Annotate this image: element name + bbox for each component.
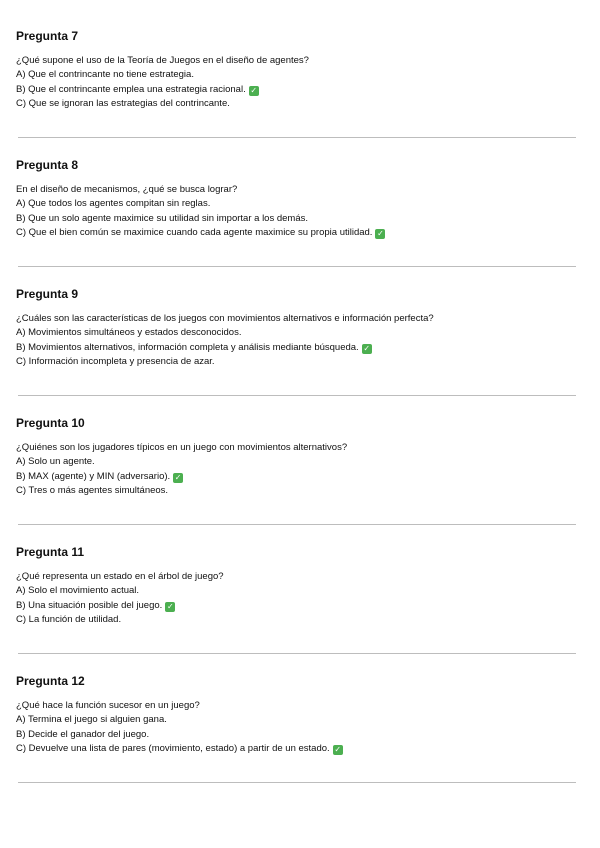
question-9 [16, 286, 584, 369]
option-a: A) Que todos los agentes compitan sin reglas. [16, 198, 211, 209]
option-c: C) La función de utilidad. [16, 614, 122, 625]
option-c: C) Que el bien común se maximice cuando cada agente maximice su propia utilidad. ✓ [16, 227, 384, 238]
question-11 [16, 544, 584, 627]
divider [18, 395, 576, 396]
option-b: B) Una situación posible del juego. ✓ [16, 599, 174, 611]
question-title: Pregunta 11 [16, 545, 85, 559]
question-text: En el diseño de mecanismos, ¿qué se busca lograr? [16, 184, 238, 195]
question-text: ¿Quiénes son los jugadores típicos en un juego con movimientos alternativos? [16, 442, 348, 453]
options-list [16, 67, 584, 111]
question-title: Pregunta 8 [16, 158, 79, 172]
check-mark-icon: ✓ [250, 85, 258, 95]
option-b: B) MAX (agente) y MIN (adversario). ✓ [16, 470, 182, 482]
option-b: B) Movimientos alternativos, información completa y análisis mediante búsqueda. ✓ [16, 341, 371, 353]
option-c: C) Devuelve una lista de pares (movimiento, estado) a partir de un estado. ✓ [16, 743, 342, 754]
options-list [16, 583, 584, 627]
option-a: A) Solo un agente. [16, 456, 95, 467]
option-c: C) Tres o más agentes simultáneos. [16, 485, 169, 496]
options-list [16, 712, 584, 756]
option-a: A) Que el contrincante no tiene estrategia. [16, 69, 194, 80]
question-text: ¿Qué representa un estado en el árbol de juego? [16, 571, 224, 582]
option-b: B) Decide el ganador del juego. [16, 728, 150, 740]
question-12 [16, 673, 584, 756]
options-list [16, 325, 584, 369]
option-c: C) Información incompleta y presencia de azar. [16, 356, 215, 367]
option-a: A) Termina el juego si alguien gana. [16, 714, 167, 725]
check-mark-icon: ✓ [166, 601, 174, 611]
question-text: ¿Qué supone el uso de la Teoría de Juegos en el diseño de agentes? [16, 55, 309, 66]
question-10 [16, 415, 584, 498]
question-7 [16, 28, 584, 111]
question-title: Pregunta 7 [16, 29, 79, 43]
question-text: ¿Cuáles son las características de los juegos con movimientos alternativos e información perfecta? [16, 313, 434, 324]
option-b: B) Que un solo agente maximice su utilidad sin importar a los demás. [16, 212, 308, 224]
options-list [16, 454, 584, 498]
divider [18, 524, 576, 525]
check-mark-icon: ✓ [174, 472, 182, 482]
question-title: Pregunta 9 [16, 287, 79, 301]
divider [18, 782, 576, 783]
question-title: Pregunta 10 [16, 416, 85, 430]
divider [18, 266, 576, 267]
option-b: B) Que el contrincante emplea una estrategia racional. ✓ [16, 83, 258, 95]
options-list [16, 196, 584, 240]
question-title: Pregunta 12 [16, 674, 85, 688]
option-a: A) Movimientos simultáneos y estados desconocidos. [16, 327, 242, 338]
check-mark-icon: ✓ [363, 343, 371, 353]
divider [18, 653, 576, 654]
question-8 [16, 157, 584, 240]
check-mark-icon: ✓ [377, 229, 384, 238]
question-text: ¿Qué hace la función sucesor en un juego? [16, 700, 200, 711]
check-mark-icon: ✓ [334, 745, 342, 754]
option-c: C) Que se ignoran las estrategias del contrincante. [16, 98, 230, 109]
divider [18, 137, 576, 138]
option-a: A) Solo el movimiento actual. [16, 585, 140, 596]
